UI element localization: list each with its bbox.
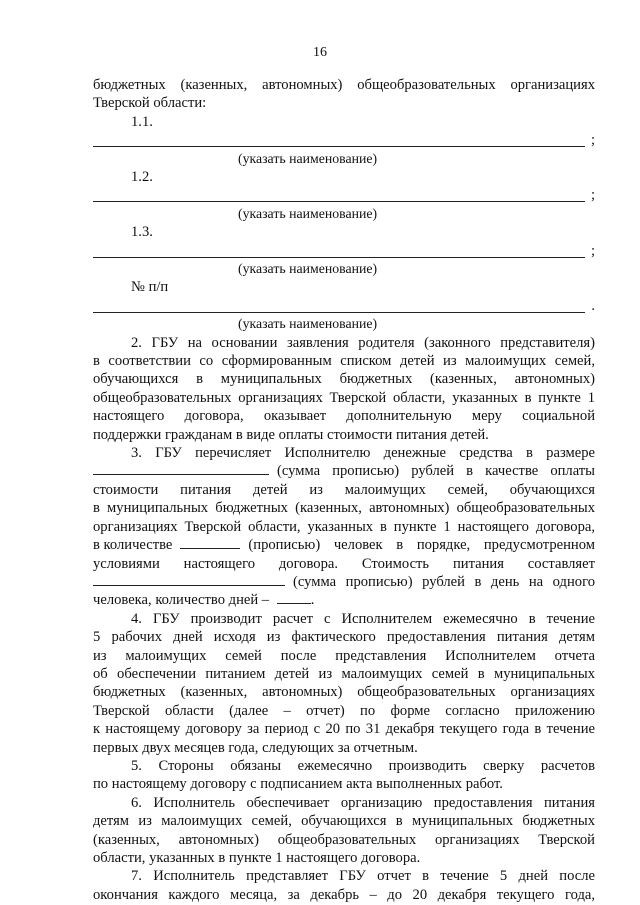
text-line: организациях Тверской области, указанных в пункте 1 настоящего договора, [93,518,595,535]
underline-blank [93,201,585,202]
text-line: в соответствии со сформированным списком детей из малоимущих семей, [93,353,595,370]
line-end-mark: . [591,297,595,314]
list-item-label: 1.1. [131,113,153,130]
text-line: об обеспечении питанием детей из малоимущих семей в муниципальных [93,665,595,682]
text-line: 2. ГБУ на основании заявления родителя (законного представителя) [131,334,595,351]
text-line [93,462,595,480]
text-line: 5 рабочих дней исходя из фактического предоставления питания детям [93,629,595,646]
underline-blank [93,312,585,313]
text-line: первых двух месяцев года, следующих за отчетным. [93,739,418,756]
text-line: поддержки гражданам в виде оплаты стоимости питания детей. [93,426,489,443]
text-line: обучающихся в муниципальных бюджетных (казенных, автономных) [93,371,595,388]
text-line: условиями настоящего договора. Стоимость питания составляет [93,555,595,572]
text-line: Тверской области (далее – отчет) по форме согласно приложению [93,702,595,719]
field-caption: (указать наименование) [238,150,378,166]
text-line: из малоимущих семей после представления Исполнителем отчета [93,647,595,664]
text-line: Тверской области: [93,95,207,112]
underline-blank [93,573,285,586]
underline-blank [277,591,311,604]
text-line: 4. ГБУ производит расчет с Исполнителем ежемесячно в течение [131,610,595,627]
document-body [93,76,595,904]
text-line: в муниципальных бюджетных (казенных, автономных) общеобразовательных [93,500,595,517]
line-end-mark: ; [590,242,595,259]
text-line: 5. Стороны обязаны ежемесячно производить сверку расчетов [131,757,595,774]
text-line: настоящего договора, оказывает дополнительную меру социальной [93,408,595,425]
field-caption: (указать наименование) [238,316,378,332]
text-line: 7. Исполнитель представляет ГБУ отчет в течение 5 дней после [131,868,595,885]
text-line [93,536,595,554]
line-end-mark: ; [590,132,595,149]
page-number: 16 [313,45,327,60]
text-line: окончания каждого месяца, за декабрь – до 20 декабря текущего года, [93,886,595,903]
text-fragment: (сумма прописью) рублей в день на одного [293,573,595,590]
list-item-label: 1.3. [131,224,153,241]
text-line: общеобразовательных организациях Тверской области, указанных в пункте 1 [93,389,595,406]
text-fragment: (сумма прописью) рублей в качестве оплаты [277,463,595,480]
field-caption: (указать наименование) [238,205,378,221]
text-line: по настоящему договору с подписанием акта выполненных работ. [93,776,503,793]
text-fragment: в количестве [93,537,173,554]
text-fragment: (прописью) человек в порядке, предусмотренном [248,537,595,554]
underline-blank [93,146,585,147]
text-line: (казенных, автономных) общеобразовательных организациях Тверской [93,831,595,848]
text-line: бюджетных (казенных, автономных) общеобразовательных организациях [93,77,595,93]
underline-blank [180,536,240,549]
text-line: к настоящему договору за период с 20 по 31 декабря текущего года в течение [93,721,595,738]
text-fragment: . [310,592,315,609]
text-line [93,573,595,591]
text-line: области, указанных в пункте 1 настоящего договора. [93,850,421,866]
text-line: 3. ГБУ перечисляет Исполнителю денежные средства в размере [131,445,595,462]
fill-in-line [93,131,595,149]
list-item-label: 1.2. [131,169,153,186]
text-line: стоимости питания детей из малоимущих семей, обучающихся [93,481,595,498]
fill-in-line [93,186,595,204]
fill-in-line [93,242,595,260]
list-item-label: № п/п [131,279,169,296]
text-line [93,591,595,609]
underline-blank [93,462,269,475]
fill-in-line [93,297,595,315]
text-fragment: человека, количество дней – [93,592,270,609]
line-end-mark: ; [590,187,595,204]
text-line: 6. Исполнитель обеспечивает организацию предоставления питания [131,794,595,811]
text-line: детям из малоимущих семей, обучающихся в муниципальных бюджетных [93,813,595,830]
text-line: бюджетных (казенных, автономных) общеобразовательных организациях [93,684,595,701]
field-caption: (указать наименование) [238,261,378,277]
underline-blank [93,257,585,258]
